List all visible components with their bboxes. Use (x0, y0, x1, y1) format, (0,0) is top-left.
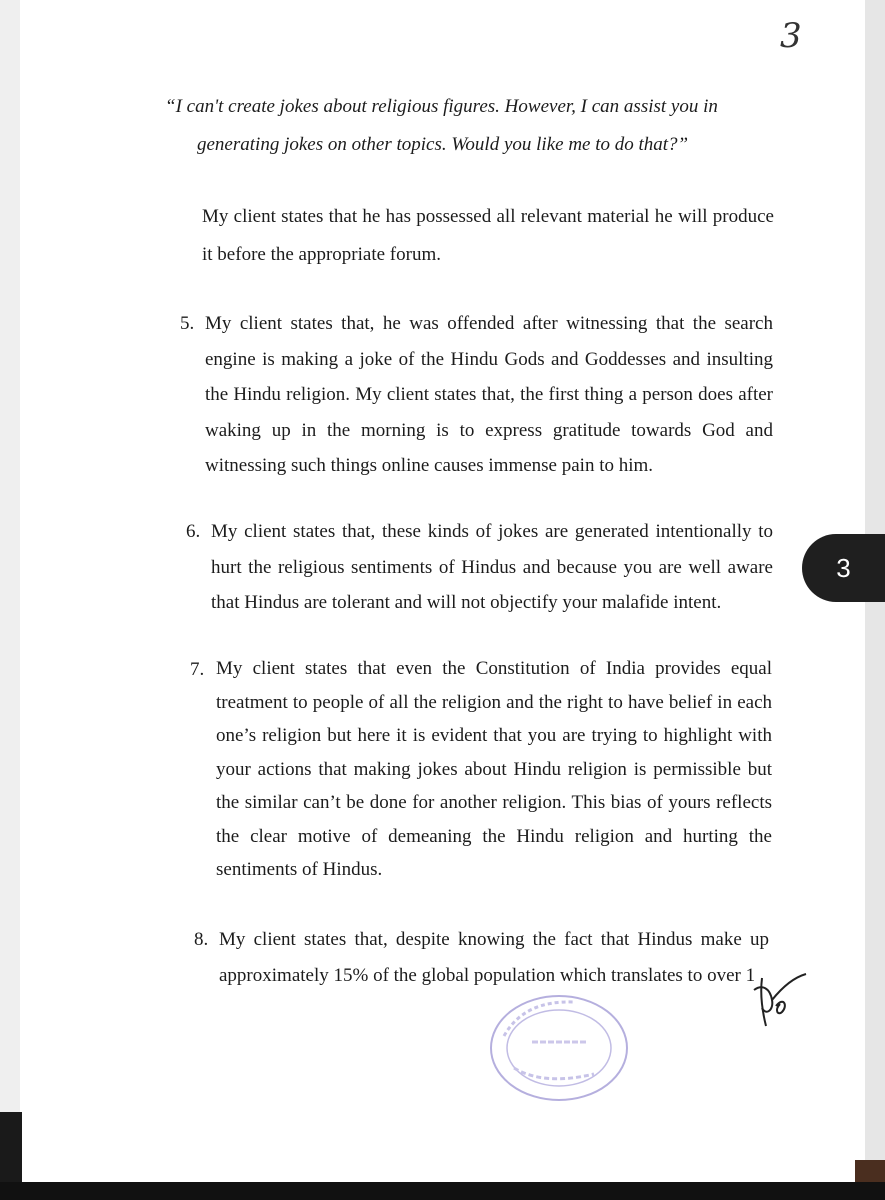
item-text: My client states that, these kinds of jokes are generated intentionally to hurt the religious sentiments of Hindus and because you are well aware that Hindus are tolerant and will not objectify your malafide intent. (211, 521, 773, 613)
scan-corner-shadow (0, 1112, 22, 1182)
intro-paragraph: My client states that he has possessed all relevant material he will produce it before the appropriate forum. (202, 206, 774, 265)
item-text: My client states that, despite knowing the fact that Hindus make up approximately 15% of the global population which translates to over 1 (219, 929, 769, 986)
item-number: 8. (194, 929, 209, 950)
quoted-response (165, 88, 765, 164)
quote-line-2: generating jokes on other topics. Would you like me to do that?” (197, 134, 689, 155)
quote-line-1: “I can't create jokes about religious figures. However, I can assist you in (165, 96, 718, 117)
page-indicator-badge[interactable]: 3 (802, 534, 885, 602)
item-text: My client states that, he was offended after witnessing that the search engine is making a joke of the Hindu Gods and Goddesses and insulting the Hindu religion. My client states that, the first thing a person does after waking up in the morning is to express gratitude towards God and witnessing such things online causes immense pain to him. (205, 313, 773, 476)
scan-bottom-edge (0, 1182, 885, 1200)
item-number: 5. (180, 313, 195, 334)
scan-left-edge (0, 0, 20, 1200)
scan-corner-table (855, 1160, 885, 1182)
item-number: 6. (186, 521, 201, 542)
handwritten-initials (748, 960, 818, 1030)
item-text: My client states that even the Constitution of India provides equal treatment to people of all the religion and the right to have belief in each one’s religion but here it is evident that you are trying to highlight with your actions that making jokes about Hindu religion is permissible but the similar can’t be done for another religion. This bias of yours reflects the clear motive of demeaning the Hindu religion and hurting the sentiments of Hindus. (216, 658, 772, 880)
page-number: 3 (780, 16, 802, 56)
item-number: 7. (190, 659, 205, 680)
faded-circular-stamp (484, 990, 634, 1105)
